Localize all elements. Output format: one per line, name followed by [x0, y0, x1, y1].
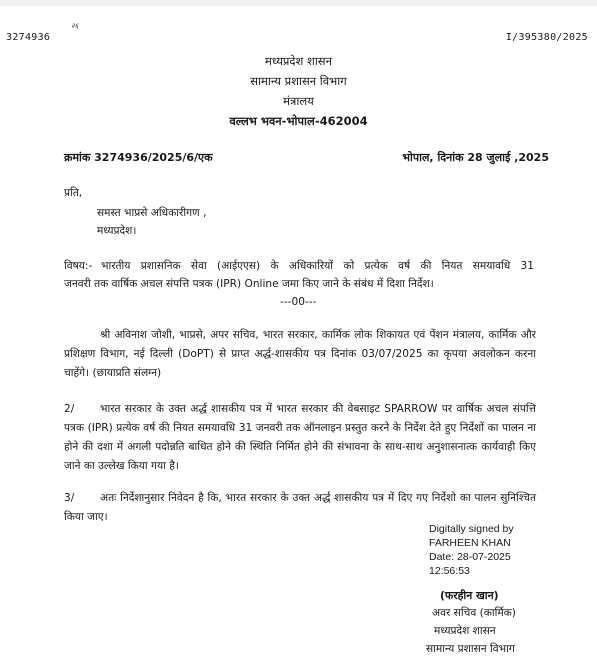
reference-number: क्रमांक 3274936/2025/6/एक — [64, 151, 213, 164]
paragraph-3-number: 3/ — [64, 492, 75, 504]
subject-label: विषय:- — [64, 260, 93, 272]
paragraph-2: भारत सरकार के उक्त अर्द्ध शासकीय पत्र में भारत सरकार की वेबसाइट SPARROW पर वार्षिक अचल संपत्ति पत्रक (IPR) प्रत्येक वर्ष की नियत समयावधि 31 जनवरी तक ऑनलाइन प्रस्तुत करने के निर्देश देते हुए निर्देशों का पालन ना होने की दशा में अगली पदोन्नति बाधित होने की स्थिति निर्मित होने की संभावना के साथ-साथ अनुशासनात्क कार्यवाही किए जाने का उल्लेख किया गया है। — [64, 403, 536, 472]
place-date: भोपाल, दिनांक 28 जुलाई ,2025 — [402, 151, 549, 164]
digital-signature-signer: FARHEEN KHAN — [429, 537, 511, 549]
subject-separator: ---00--- — [280, 296, 317, 308]
digital-signature-time: 12:56:53 — [429, 565, 470, 577]
digital-signature-line1: Digitally signed by — [429, 523, 514, 535]
signatory-org-line2: सामान्य प्रशासन विभाग — [426, 643, 515, 655]
file-number-left: 3274936 — [6, 32, 51, 43]
addressee-prati: प्रति, — [64, 187, 83, 199]
file-number-right: I/395380/2025 — [505, 32, 588, 43]
letterhead-govt: मध्यप्रदेश शासन — [265, 54, 332, 68]
signatory-name: (फरहीन खान) — [440, 589, 499, 602]
letterhead-mantralaya: मंत्रालय — [283, 94, 314, 108]
letterhead-department: सामान्य प्रशासन विभाग — [250, 74, 347, 88]
signatory-org-line1: मध्यप्रदेश शासन — [434, 625, 496, 637]
subject-line2: जनवरी तक वार्षिक अचल संपत्ति पत्रक (IPR) Online जमा किए जाने के संबंध में दिशा निर्देश। — [64, 278, 434, 290]
paragraph-2-number: 2/ — [64, 403, 75, 415]
letterhead-address: वल्लभ भवन-भोपाल-462004 — [229, 114, 368, 128]
handwritten-initials: २६ — [71, 22, 79, 30]
digital-signature-date: Date: 28-07-2025 — [429, 551, 511, 563]
addressee-line2: मध्यप्रदेश। — [97, 225, 137, 237]
addressee-line1: समस्त भाप्रसे अधिकारीगण , — [97, 207, 207, 219]
paragraph-3: अतः निर्देशानुसार निवेदन है कि, भारत सरकार के उक्त अर्द्ध शासकीय पत्र में दिए गए निर्देशो का पालन सुनिश्चित किया जाए। — [64, 492, 536, 523]
subject-line1: भारतीय प्रशासनिक सेवा (आईएएस) के अधिकारियों को प्रत्येक वर्ष की नियत समयावधि 31 — [101, 260, 534, 272]
paragraph-1: श्री अविनाश जोशी, भाप्रसे, अपर सचिव, भारत सरकार, कार्मिक लोक शिकायत एवं पेंशन मंत्रालय, कार्मिक और प्रशिक्षण विभाग, नई दिल्ली (DoPT) से प्राप्त अर्द्ध-शासकीय पत्र दिनांक 03/07/2025 का कृपया अवलोकन करना चाहेंगे। (छायाप्रति संलग्न) — [64, 329, 536, 379]
signatory-designation: अवर सचिव (कार्मिक) — [432, 607, 516, 619]
top-band — [0, 0, 597, 6]
